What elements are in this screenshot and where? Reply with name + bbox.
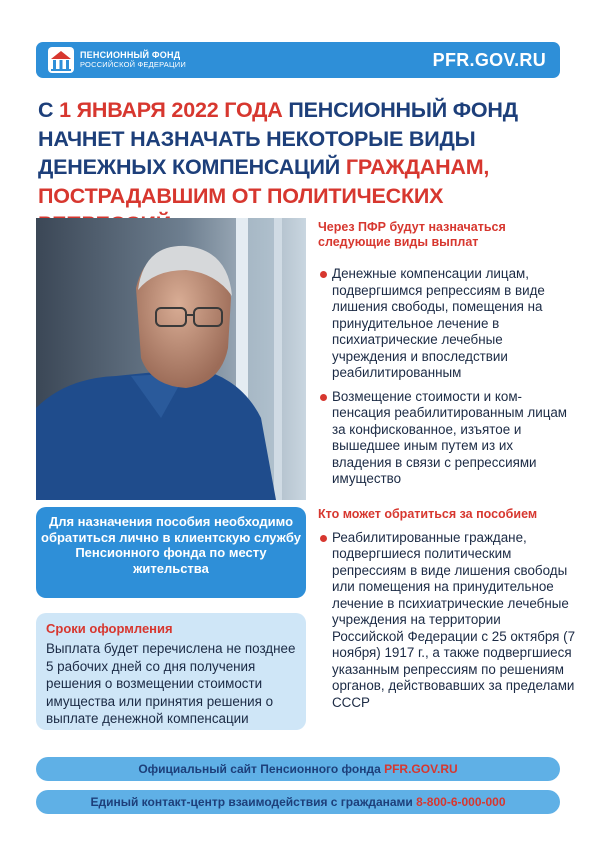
headline-date: 1 ЯНВАРЯ 2022 ГОДА [59, 98, 283, 122]
contact-bar [36, 790, 560, 814]
right-column [318, 220, 576, 711]
terms-box [36, 613, 306, 730]
apply-info-box: Для назначения пособия необходимо обратиться лично в клиентскую службу Пенсионного фонда по месту жительства [36, 507, 306, 598]
eligible-title: Кто может обратиться за пособием [318, 506, 538, 521]
header-banner [36, 42, 560, 78]
headline-part3: ПЕНСИОННЫЙ ФОНД НАЧНЕТ НАЗНАЧАТЬ НЕКОТОРЫЕ ВИДЫ ДЕНЕЖНЫХ КОМПЕНСАЦИЙ [38, 98, 518, 179]
site-bar-link[interactable]: PFR.GOV.RU [384, 762, 458, 776]
terms-body: Выплата будет перечислена не позднее 5 рабочих дней со дня получения решения о возмещении стоимости имущества или принятия решения о выплате денежной компенсации [46, 641, 296, 726]
contact-bar-label: Единый контакт-центр взаимодействия с гражданами [90, 795, 417, 809]
payments-item: Денежные компенсации лицам, подвергшимся репрессиям в виде лишения свободы, помещения на принудительное лечение в психиатрические лечебные учреждения и впоследствии реабилитированным [318, 266, 576, 382]
org-name [80, 50, 186, 70]
site-bar [36, 757, 560, 781]
headline-part1: С [38, 98, 60, 122]
elderly-man-photo [36, 218, 306, 500]
eligible-item: Реабилитированные граждане, подвергшиеся политическим репрессиям в виде лишения свободы или помещения на принудительное лечение в психиатрические лечебные учреждения на территории Российской Федерации с 25 октября (7 ноября) 1917 г., а также подвергшиеся указанным репрессиям по решениям органов, действовавших за пределами СССР [318, 530, 576, 712]
contact-phone[interactable]: 8-800-6-000-000 [416, 795, 506, 809]
pfr-logo-icon [48, 47, 74, 73]
terms-title: Сроки оформления [46, 621, 173, 636]
payments-title: Через ПФР будут назначаться следующие виды выплат [318, 220, 506, 249]
site-bar-label: Официальный сайт Пенсионного фонда [138, 762, 385, 776]
headline-audience: ГРАЖДАНАМ, ПОСТРАДАВШИМ ОТ ПОЛИТИЧЕСКИХ [38, 155, 490, 208]
org-name-line2: РОССИЙСКОЙ ФЕДЕРАЦИИ [80, 60, 186, 69]
header-site-link[interactable]: PFR.GOV.RU [432, 50, 546, 70]
payments-item: Возмещение стоимости и компенсация реабилитированным лицам за конфискованное, изъятое и вышедшее иным путем из их владения в связи с репрессиями имущество [318, 389, 576, 488]
org-name-line1: ПЕНСИОННЫЙ ФОНД [80, 50, 181, 60]
